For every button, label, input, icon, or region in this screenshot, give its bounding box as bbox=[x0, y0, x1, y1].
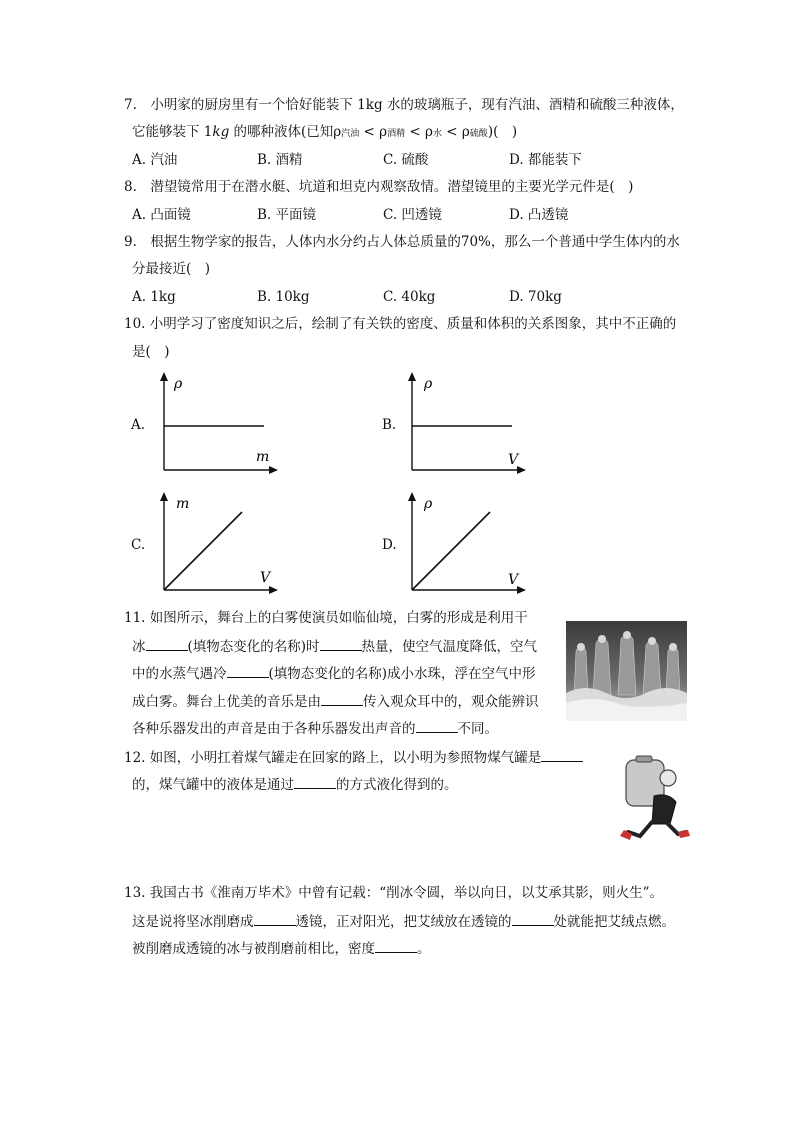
graph-b-y-arrow bbox=[408, 372, 416, 381]
q11-line1: 11. 如图所示，舞台上的白雾使演员如临仙境，白雾的形成是利用干 bbox=[124, 610, 528, 626]
graph-d bbox=[398, 490, 538, 600]
q13-blank-1[interactable] bbox=[254, 911, 296, 926]
q13-line2: 这是说将坚冰削磨成 透镜，正对阳光，把艾绒放在透镜的 处就能把艾绒点燃。 bbox=[132, 911, 675, 932]
graph-d-line bbox=[412, 512, 490, 590]
q13-blank-2[interactable] bbox=[512, 911, 554, 926]
graph-d-y-label: ρ bbox=[424, 496, 433, 512]
q8-option-c: C. 凹透镜 bbox=[383, 207, 442, 223]
q9-line1: 9. 根据生物学家的报告，人体内水分约占人体总质量的70%，那么一个普通中学生体内的水 bbox=[124, 234, 680, 250]
q9-option-d: D. 70kg bbox=[509, 289, 562, 305]
graph-a-x-arrow bbox=[269, 466, 278, 474]
q11-line5: 各种乐器发出的声音是由于各种乐器发出声音的 不同。 bbox=[132, 718, 498, 739]
graph-b-x-arrow bbox=[517, 466, 526, 474]
q13-blank-3[interactable] bbox=[375, 938, 417, 953]
q12-blank-1[interactable] bbox=[541, 747, 583, 762]
graph-b bbox=[398, 370, 538, 480]
q7-option-c: C. 硫酸 bbox=[383, 152, 429, 168]
q8-option-a: A. 凸面镜 bbox=[132, 207, 191, 223]
q11-line3: 中的水蒸气遇冷 (填物态变化的名称)成小水珠，浮在空气中形 bbox=[132, 663, 536, 684]
q12-blank-2[interactable] bbox=[294, 774, 336, 789]
graph-a-label: A. bbox=[131, 417, 146, 433]
graph-d-y-arrow bbox=[408, 492, 416, 501]
graph-a bbox=[150, 370, 290, 480]
q11-line4: 成白雾。舞台上优美的音乐是由 传入观众耳中的，观众能辨识 bbox=[132, 691, 539, 712]
graph-d-x-label: V bbox=[508, 572, 519, 588]
q8-option-b: B. 平面镜 bbox=[257, 207, 317, 223]
q13-line3: 被削磨成透镜的冰与被削磨前相比，密度 。 bbox=[132, 938, 431, 959]
graph-c bbox=[150, 490, 290, 600]
q11-blank-3[interactable] bbox=[227, 663, 269, 678]
q11-blank-4[interactable] bbox=[321, 691, 363, 706]
q13-line1: 13. 我国古书《淮南万毕术》中曾有记载：“削冰令圆，举以向日，以艾承其影，则火生”。 bbox=[124, 885, 664, 901]
graph-b-label: B. bbox=[382, 417, 397, 433]
graph-c-y-arrow bbox=[160, 492, 168, 501]
graph-a-y-label: ρ bbox=[174, 376, 183, 392]
q11-blank-2[interactable] bbox=[320, 636, 362, 651]
q8-option-d: D. 凸透镜 bbox=[509, 207, 569, 223]
graph-c-y-label: m bbox=[176, 496, 190, 512]
graph-b-y-label: ρ bbox=[424, 376, 433, 392]
q7-option-d: D. 都能装下 bbox=[509, 152, 582, 168]
graph-c-label: C. bbox=[131, 537, 146, 553]
q12-line2: 的，煤气罐中的液体是通过 的方式液化得到的。 bbox=[132, 774, 458, 795]
q7-line2: 它能够装下 1kg 的哪种液体(已知ρ汽油 < ρ酒精 < ρ水 < ρ硫酸)( ) bbox=[132, 124, 518, 140]
graph-c-line bbox=[164, 512, 242, 590]
q11-blank-1[interactable] bbox=[146, 636, 188, 651]
q11-line2: 冰 (填物态变化的名称)时 热量，使空气温度降低，空气 bbox=[132, 636, 537, 657]
graph-a-x-label: m bbox=[256, 449, 270, 465]
q10-line1: 10. 小明学习了密度知识之后，绘制了有关铁的密度、质量和体积的关系图象，其中不正确的 bbox=[124, 316, 677, 332]
graph-c-x-arrow bbox=[269, 586, 278, 594]
q7-option-a: A. 汽油 bbox=[132, 152, 178, 168]
q10-line2: 是( ) bbox=[132, 344, 170, 360]
q7-option-b: B. 酒精 bbox=[257, 152, 303, 168]
q9-line2: 分最接近( ) bbox=[132, 261, 211, 277]
graph-c-x-label: V bbox=[260, 570, 271, 586]
q8-line1: 8. 潜望镜常用于在潜水艇、坑道和坦克内观察敌情。潜望镜里的主要光学元件是( ) bbox=[124, 179, 634, 195]
graph-d-label: D. bbox=[382, 537, 397, 553]
boy-carrying-gas-tank-illustration bbox=[616, 756, 692, 854]
q7-line1: 7. 小明家的厨房里有一个恰好能装下 1kg 水的玻璃瓶子，现有汽油、酒精和硫酸三种液体， bbox=[124, 97, 684, 113]
q9-option-a: A. 1kg bbox=[132, 289, 176, 305]
graph-a-y-arrow bbox=[160, 372, 168, 381]
q9-option-b: B. 10kg bbox=[257, 289, 310, 305]
graph-d-x-arrow bbox=[517, 586, 526, 594]
q12-line1: 12. 如图，小明扛着煤气罐走在回家的路上，以小明为参照物煤气罐是 bbox=[124, 747, 583, 768]
q11-blank-5[interactable] bbox=[416, 718, 458, 733]
stage-fog-photo bbox=[566, 621, 687, 721]
q9-option-c: C. 40kg bbox=[383, 289, 436, 305]
graph-b-x-label: V bbox=[508, 452, 519, 468]
